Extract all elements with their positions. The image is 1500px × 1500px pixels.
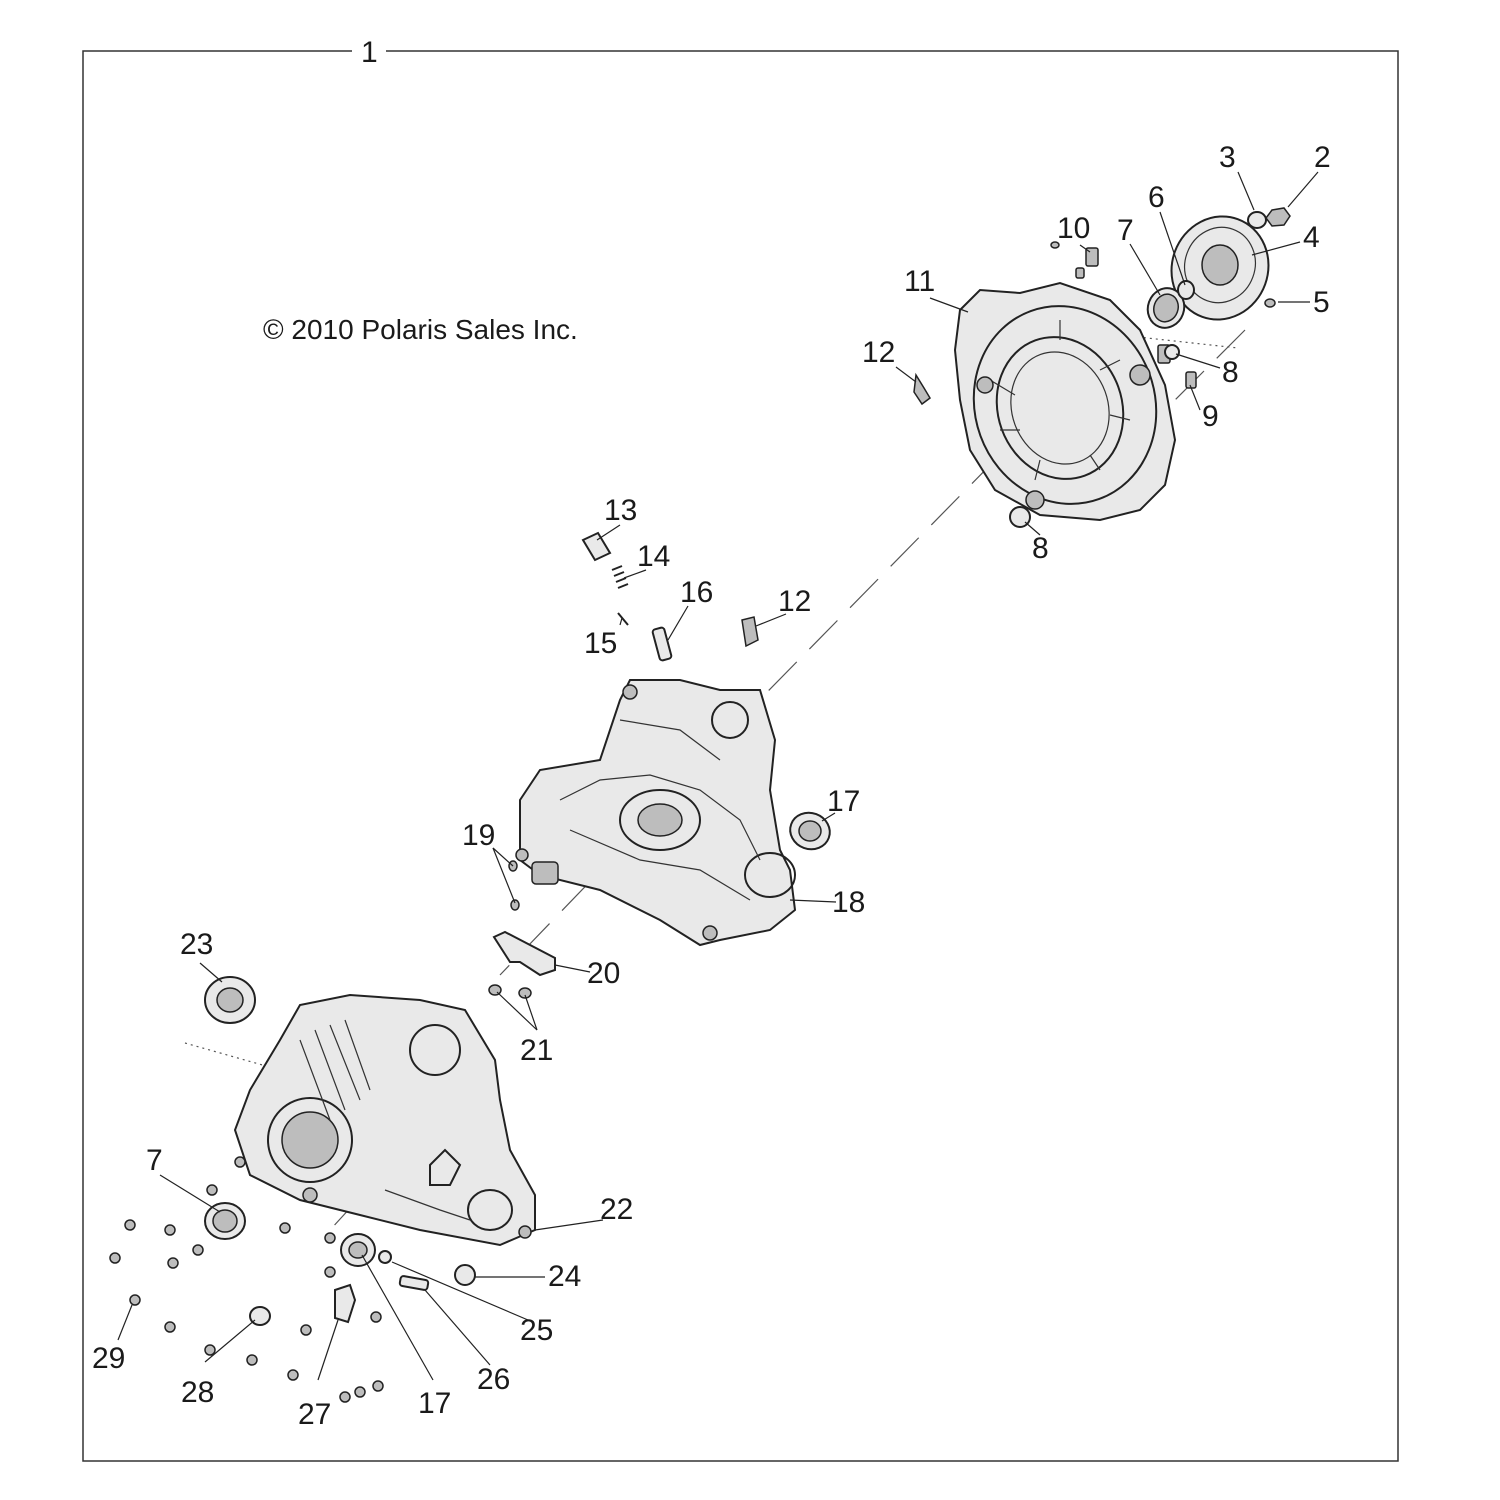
callout-16: 16 [680,576,714,609]
callout-12-lower: 12 [778,585,812,618]
callout-12-upper: 12 [862,336,896,369]
callout-9: 9 [1202,400,1219,433]
callout-18: 18 [832,886,866,919]
callout-17-upper: 17 [827,785,861,818]
callout-7-upper: 7 [1117,214,1134,247]
callout-10: 10 [1057,212,1091,245]
callout-1: 1 [361,36,378,69]
callout-25: 25 [520,1314,554,1347]
callout-5: 5 [1313,286,1330,319]
callout-29: 29 [92,1342,126,1375]
callout-8-upper: 8 [1222,356,1239,389]
callout-7-lower: 7 [146,1144,163,1177]
clutch-cover-housing [946,280,1184,530]
callout-20: 20 [587,957,621,990]
bearing [205,977,255,1023]
copyright-text: © 2010 Polaris Sales Inc. [263,314,578,345]
callout-23: 23 [180,928,214,961]
callout-11: 11 [904,265,936,298]
callout-24: 24 [548,1260,582,1293]
bracket-plate [489,932,555,998]
callout-3: 3 [1219,141,1236,174]
callout-26: 26 [477,1363,511,1396]
callout-22: 22 [600,1193,634,1226]
callout-8-lower: 8 [1032,532,1049,565]
callout-2: 2 [1314,141,1331,174]
outer-case-cover [235,995,535,1245]
callout-28: 28 [181,1376,215,1409]
callout-4: 4 [1303,221,1320,254]
main-crankcase-housing [516,680,795,945]
dowel-pins [509,861,519,910]
callout-15: 15 [584,627,618,660]
callout-13: 13 [604,494,638,527]
callout-21: 21 [520,1034,554,1067]
callout-14: 14 [637,540,671,573]
callout-19: 19 [462,819,496,852]
callout-17-lower: 17 [418,1387,452,1420]
callout-6: 6 [1148,181,1165,214]
callout-27: 27 [298,1398,332,1431]
